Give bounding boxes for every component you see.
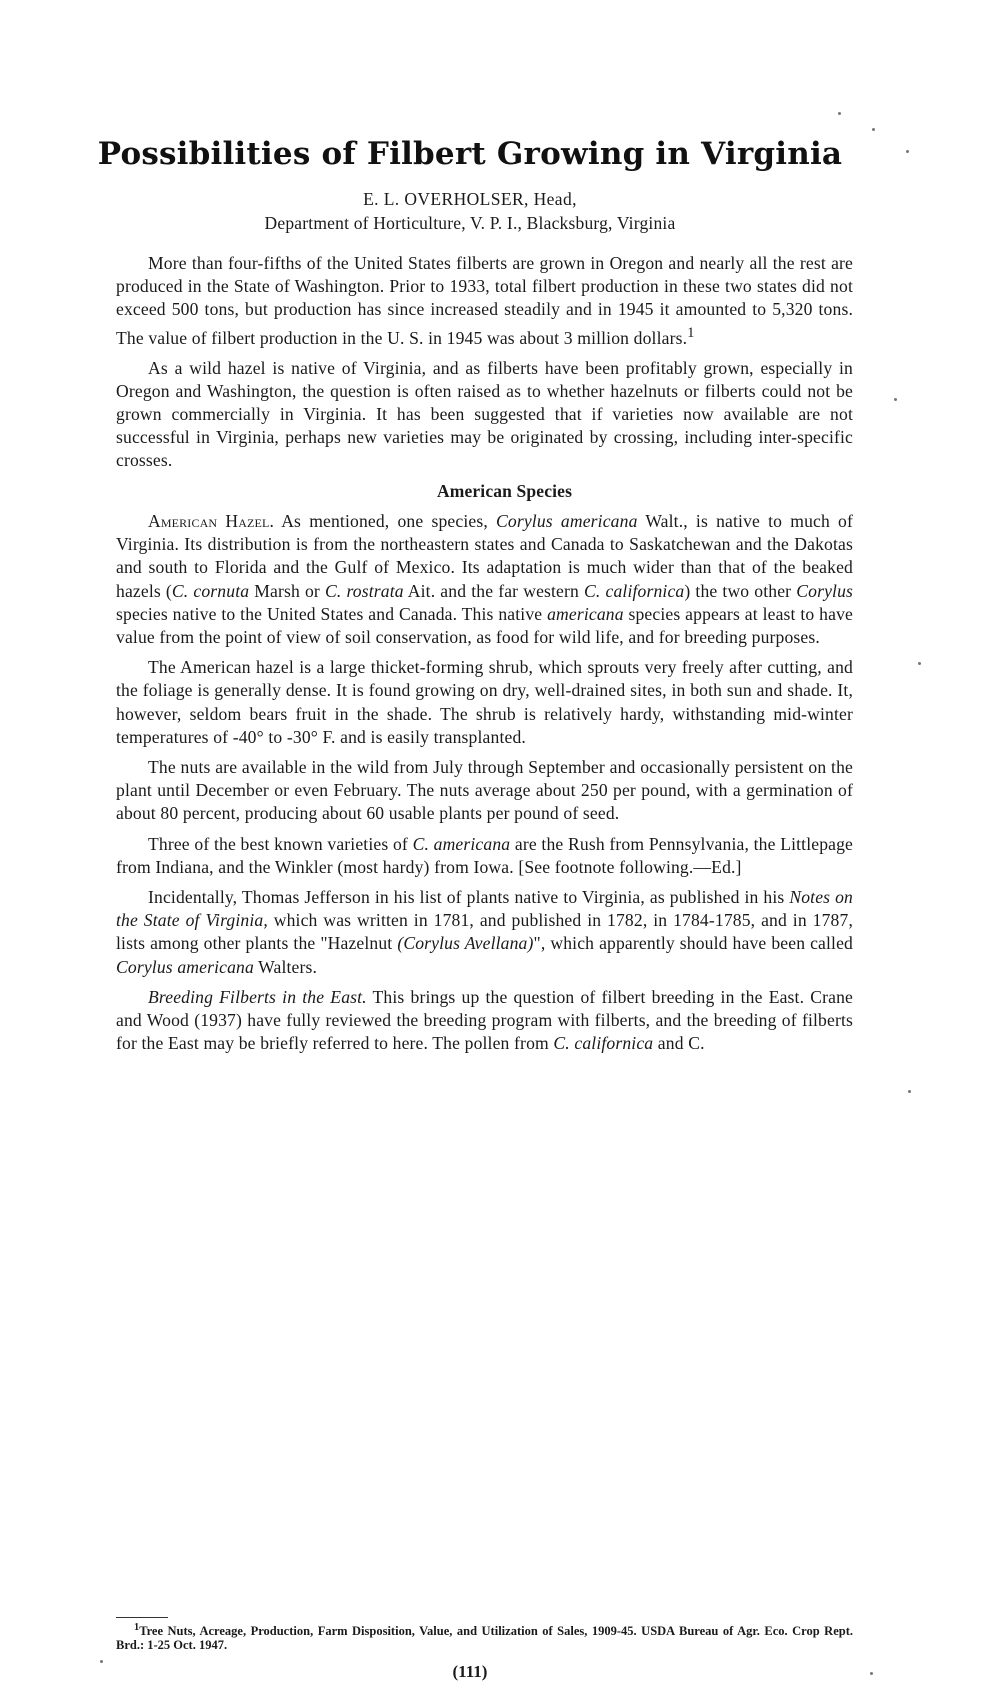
text-run: ", which apparently should have been called	[533, 933, 854, 954]
paragraph-2: As a wild hazel is native of Virginia, and as filberts have been profitably grown, especially in Oregon and Washington, the question is often raised as to whether hazelnuts or filberts could not be grown commercially in Virginia. It has been suggested that if varieties now available are not successful in Virginia, perhaps new varieties may be originated by crossing, including inter-specific crosses.	[116, 357, 853, 471]
footnote-rule	[116, 1617, 168, 1618]
species-name: C. californica	[584, 580, 685, 601]
species-name: Corylus	[796, 580, 854, 601]
text-run: Incidentally, Thomas Jefferson in his list of plants native to Virginia, as published in his	[148, 886, 790, 907]
species-name: americana	[547, 603, 624, 624]
text-run: Marsh or	[249, 580, 325, 601]
species-name: C. californica	[553, 1033, 654, 1054]
run-in-heading: American Hazel.	[148, 510, 275, 531]
paragraph-3	[116, 510, 853, 649]
species-name: (Corylus Avellana)	[397, 933, 534, 954]
scan-speck	[100, 1660, 103, 1663]
text-run: ) the two other	[684, 580, 797, 601]
scan-speck	[906, 150, 909, 153]
species-name: C. americana	[412, 833, 511, 854]
footnote-text: Tree Nuts, Acreage, Production, Farm Disposition, Value, and Utilization of Sales, 1909-45. USDA Bureau of Agr. Eco. Crop Rept. Brd.: 1-25 Oct. 1947.	[116, 1624, 853, 1653]
text-run: and C.	[653, 1033, 705, 1054]
scan-speck	[838, 112, 841, 115]
paragraph-1	[116, 252, 853, 350]
scan-speck	[908, 1090, 911, 1093]
article-title: Possibilities of Filbert Growing in Virginia	[97, 136, 843, 172]
author-line: E. L. OVERHOLSER, Head,	[363, 189, 577, 209]
text-run: Three of the best known varieties of	[148, 833, 413, 854]
text-run: Walt., is native to much of Virginia. Its distribution is from the northeastern states and Canada to Saskatchewan and the Dakotas and south to Florida and the Gulf of Mexico. Its adaptation is much wider than that of the beaked hazels (	[116, 510, 854, 601]
article-body	[116, 252, 853, 1062]
species-name: C. rostrata	[324, 580, 404, 601]
book-title: Notes on the State of Virginia,	[116, 886, 853, 931]
paragraph-4: The American hazel is a large thicket-forming shrub, which sprouts very freely after cutting, and the foliage is generally dense. It is found growing on dry, well-drained sites, in both sun and shade. It, however, seldom bears fruit in the shade. The shrub is relatively hardy, withstanding mid-winter temperatures of -40° to -30° F. and is easily transplanted.	[116, 657, 853, 747]
affiliation-line: Department of Horticulture, V. P. I., Blacksburg, Virginia	[264, 213, 676, 233]
text-run: species native to the United States and Canada. This native	[116, 603, 548, 624]
paragraph-6	[116, 833, 853, 879]
paragraph-text: More than four-fifths of the United States filberts are grown in Oregon and nearly all the rest are produced in the State of Washington. Prior to 1933, total filbert production in these two states did not exceed 500 tons, but production has since increased steadily and in 1945 it amounted to 5,320 tons. The value of filbert production in the U. S. in 1945 was about 3 million dollars.	[116, 253, 853, 348]
text-run: which was written in 1781, and published in 1782, in 1784-1785, and in 1787, lists among other plants the "Hazelnut	[116, 910, 853, 954]
scan-speck	[894, 398, 897, 401]
footnote-ref: 1	[687, 324, 695, 341]
text-run: Ait. and the far western	[403, 580, 585, 601]
paragraph-7	[116, 886, 853, 979]
section-heading: American Species	[436, 480, 573, 501]
text-run: Walters.	[253, 956, 318, 977]
run-in-heading: Breeding Filberts in the East.	[148, 986, 367, 1007]
scan-speck	[918, 662, 921, 665]
species-name: Corylus americana	[496, 510, 638, 531]
text-run: As mentioned, one species,	[274, 510, 497, 531]
text-run: species appears at least to have value from the point of view of soil conservation, as food for wild life, and for breeding purposes.	[116, 603, 853, 647]
footnote-marker: 1	[134, 1622, 140, 1633]
page-number: (111)	[452, 1662, 488, 1681]
scan-speck	[872, 128, 875, 131]
text-run: This brings up the question of filbert breeding in the East. Crane and Wood (1937) have fully reviewed the breeding program with filberts, and the breeding of filberts for the East may be briefly referred to here. The pollen from	[116, 986, 853, 1054]
paragraph-5: The nuts are available in the wild from July through September and occasionally persistent on the plant until December or even February. The nuts average about 250 per pound, with a germination of about 80 percent, producing about 60 usable plants per pound of seed.	[116, 756, 853, 824]
paragraph-8	[116, 986, 853, 1056]
scan-speck	[870, 1672, 873, 1675]
species-name: Corylus americana	[116, 956, 254, 977]
footnote	[116, 1621, 853, 1652]
text-run: are the Rush from Pennsylvania, the Littlepage from Indiana, and the Winkler (most hardy) from Iowa. [See footnote following.—Ed.]	[116, 833, 854, 877]
species-name: C. cornuta	[171, 580, 250, 601]
